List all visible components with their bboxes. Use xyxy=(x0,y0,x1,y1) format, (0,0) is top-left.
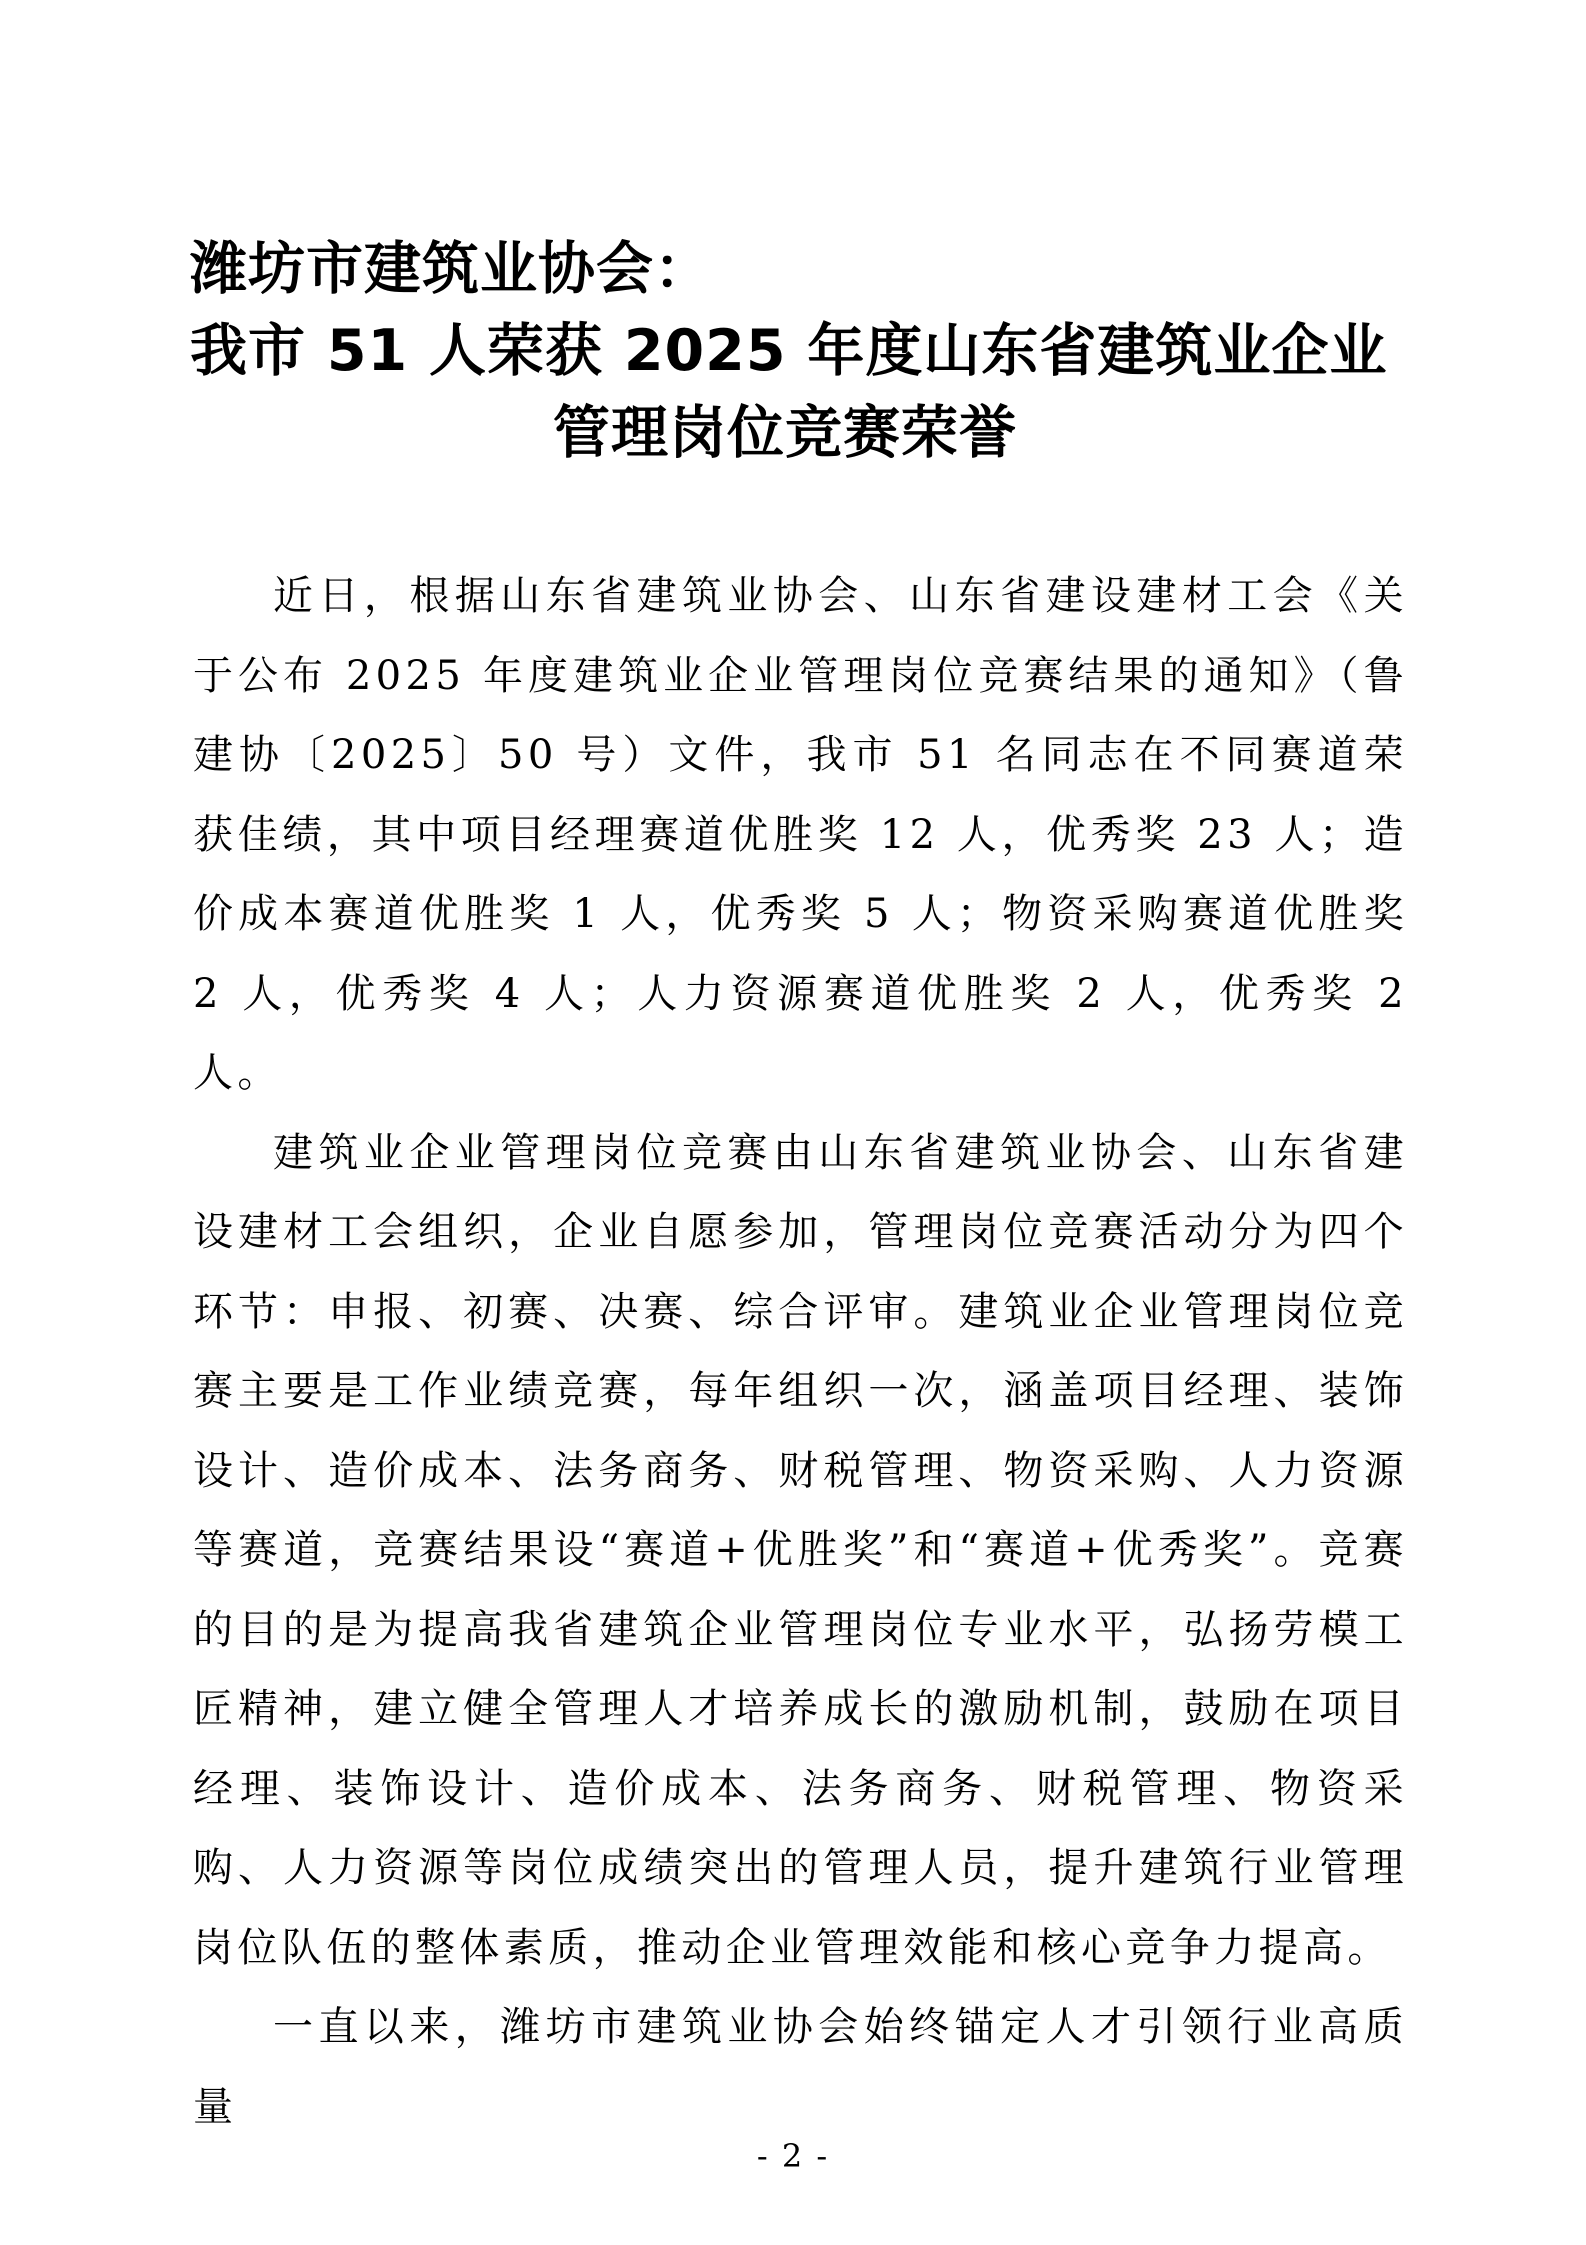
page-number: - 2 - xyxy=(756,2137,830,2175)
document-body xyxy=(193,557,1408,2147)
paragraph-announcement: 近日，根据山东省建筑业协会、山东省建设建材工会《关于公布 2025 年度建筑业企业管理岗位竞赛结果的通知》（鲁建协〔2025〕50 号）文件，我市 51 名同志在不同赛道荣获佳绩，其中项目经理赛道优胜奖 12 人，优秀奖 23 人；造价成本赛道优胜奖 1 人，优秀奖 5 人；物资采购赛道优胜奖 2 人，优秀奖 4 人；人力资源赛道优胜奖 2 人，优秀奖 2 人。 xyxy=(193,573,1408,1096)
document-title xyxy=(190,228,1400,474)
title-line-organization: 潍坊市建筑业协会： xyxy=(190,236,712,302)
paragraph-association-work: 一直以来，潍坊市建筑业协会始终锚定人才引领行业高质量 xyxy=(193,2004,1408,2130)
paragraph-competition-description: 建筑业企业管理岗位竞赛由山东省建筑业协会、山东省建设建材工会组织，企业自愿参加，管理岗位竞赛活动分为四个环节：申报、初赛、决赛、综合评审。建筑业企业管理岗位竞赛主要是工作业绩竞赛，每年组织一次，涵盖项目经理、装饰设计、造价成本、法务商务、财税管理、物资采购、人力资源等赛道，竞赛结果设“赛道+优胜奖”和“赛道+优秀奖”。竞赛的目的是为提高我省建筑企业管理岗位专业水平，弘扬劳模工匠精神，建立健全管理人才培养成长的激励机制，鼓励在项目经理、装饰设计、造价成本、法务商务、财税管理、物资采购、人力资源等岗位成绩突出的管理人员，提升建筑行业管理岗位队伍的整体素质，推动企业管理效能和核心竞争力提高。 xyxy=(193,1129,1408,1971)
title-line-subheadline: 管理岗位竞赛荣誉 xyxy=(553,400,1017,466)
title-line-headline: 我市 51 人荣获 2025 年度山东省建筑业企业 xyxy=(190,318,1388,384)
